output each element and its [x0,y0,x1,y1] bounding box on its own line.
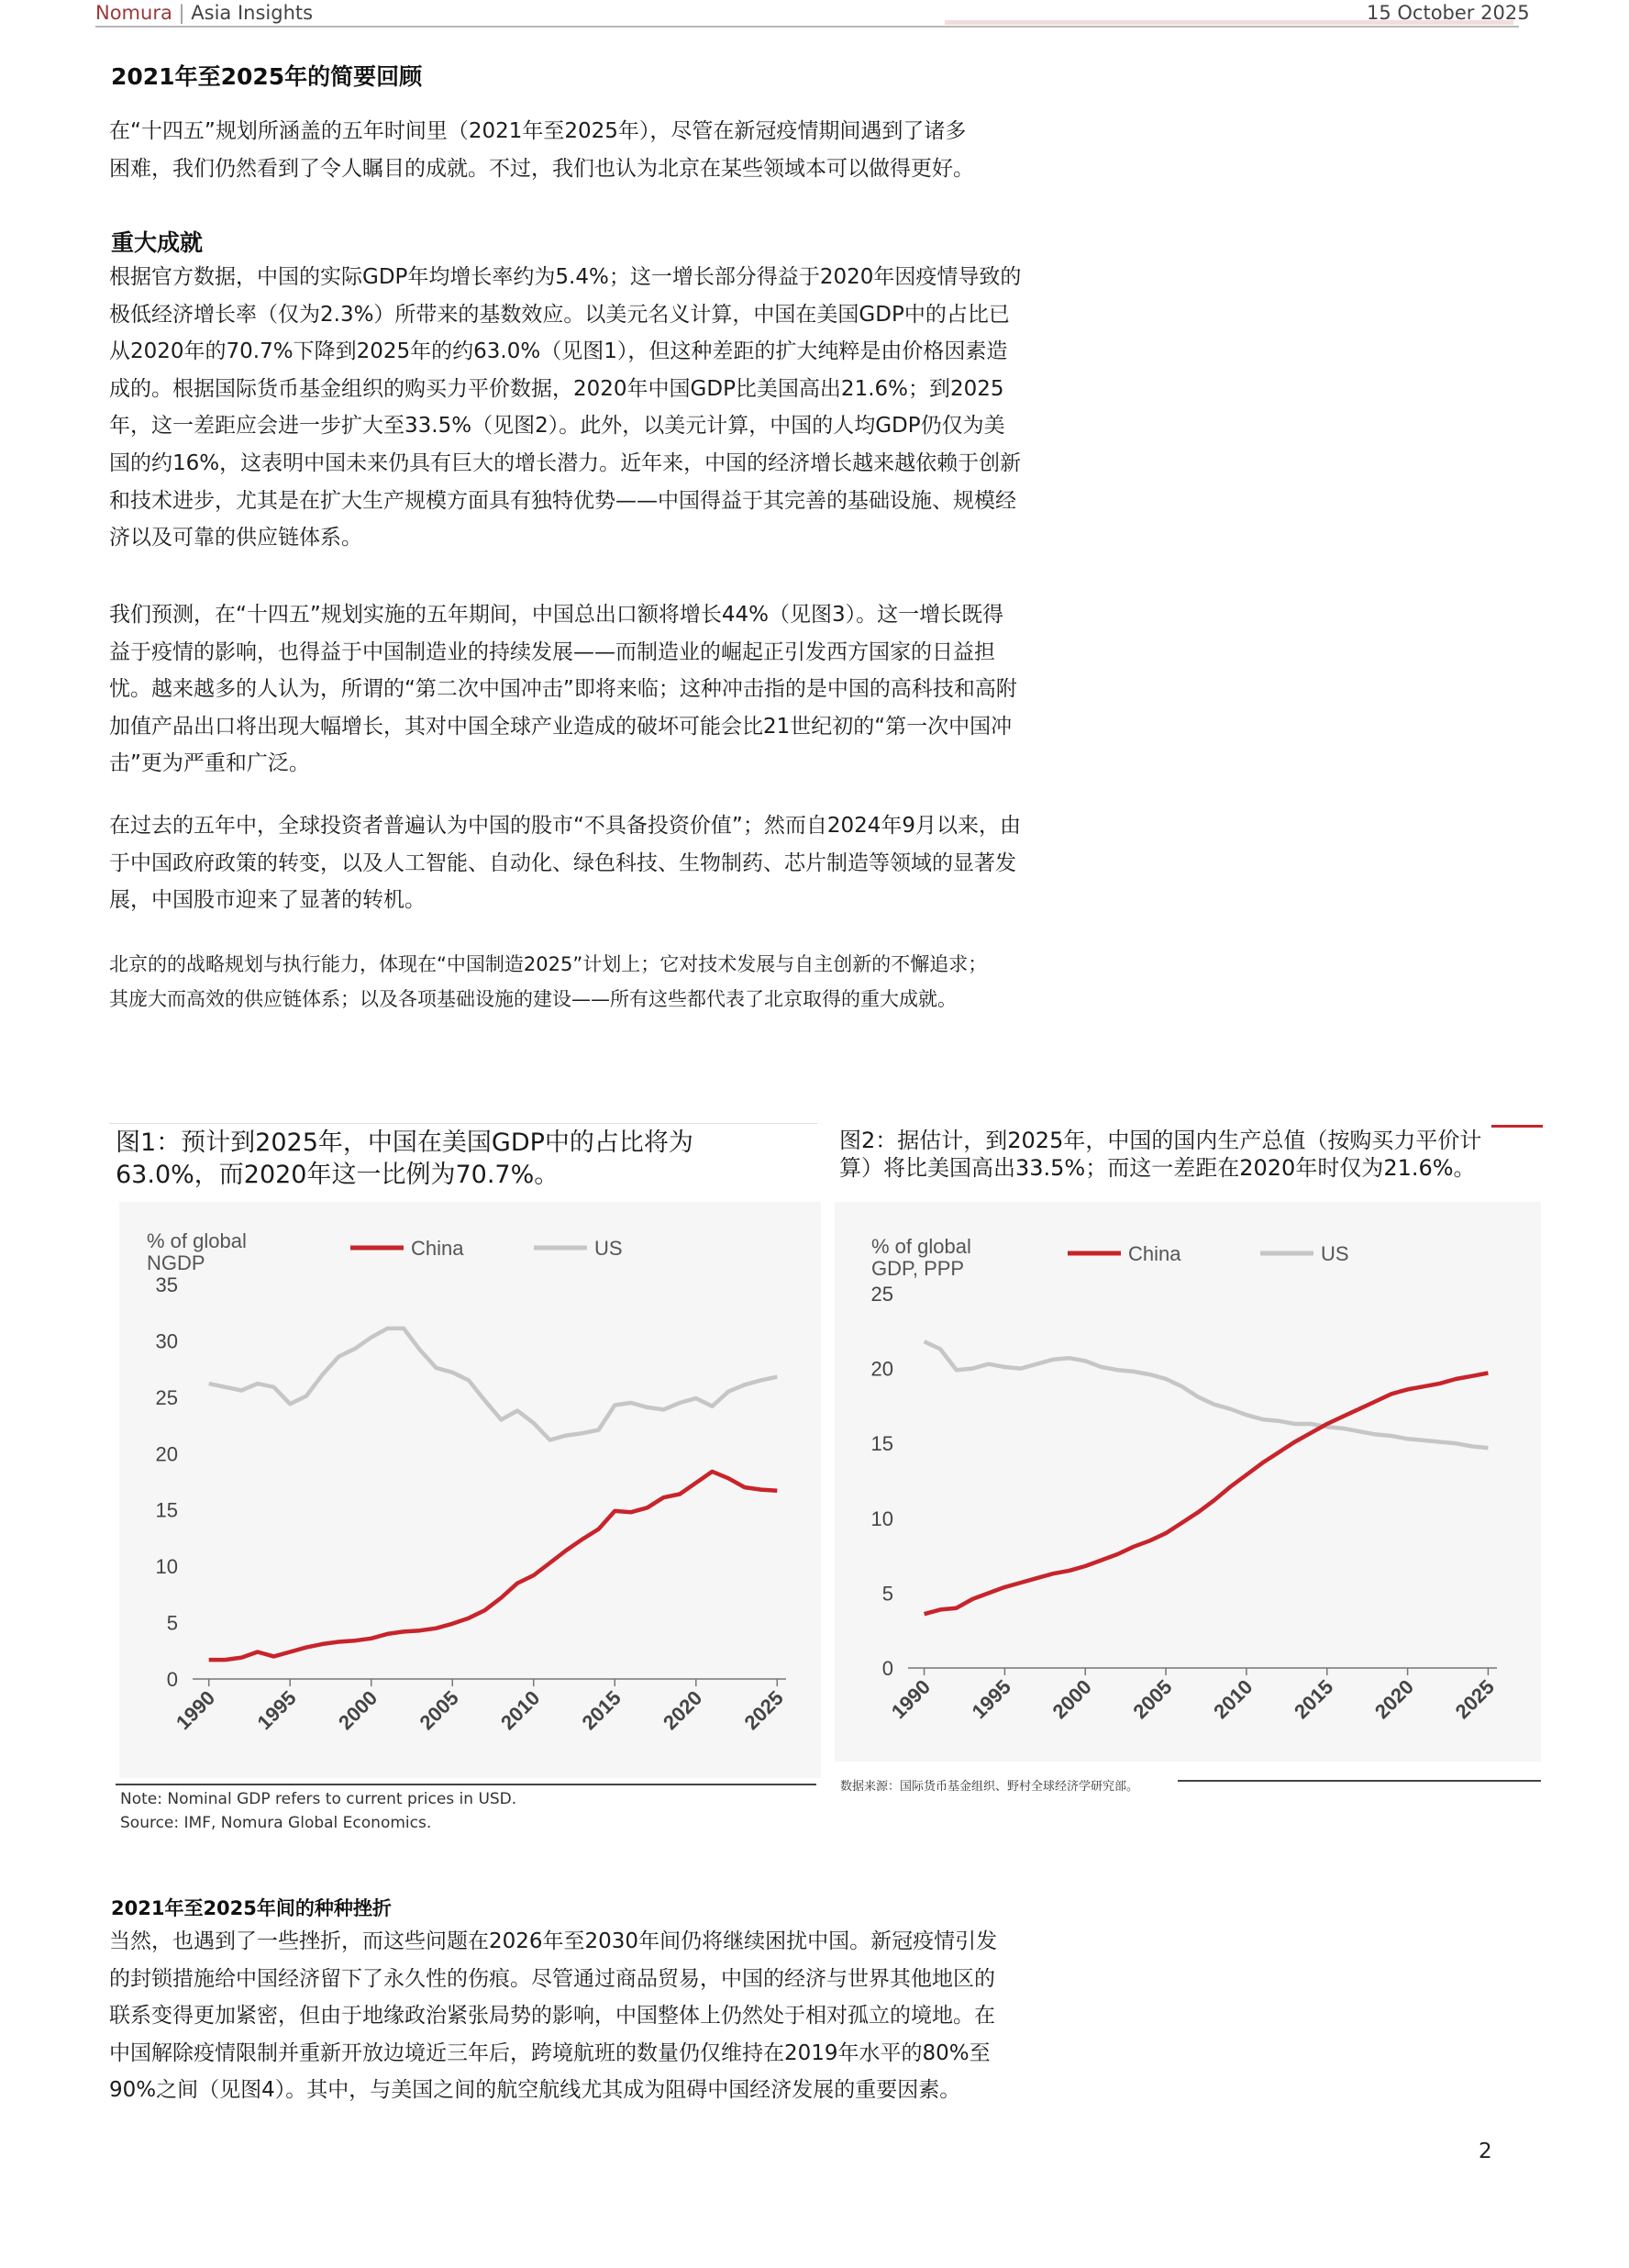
fig2-title [839,1127,1481,1182]
fig1-source: Source: IMF, Nomura Global Economics. [120,1814,432,1832]
paragraph-line: 联系变得更加紧密，但由于地缘政治紧张局势的影响，中国整体上仍然处于相对孤立的境地。在 [109,2004,995,2029]
y-axis-label: NGDP [147,1251,205,1274]
y-tick-label: 20 [155,1442,178,1466]
paragraph-line: 极低经济增长率（仅为2.3%）所带来的基数效应。以美元名义计算，中国在美国GDP中的占比已 [109,302,1010,327]
x-tick-label: 1995 [252,1685,301,1735]
brand-separator: | [178,2,185,24]
header-section: Asia Insights [191,2,314,24]
x-tick-label: 2005 [1128,1674,1177,1724]
header-rule [95,26,1519,28]
x-tick-label: 2020 [659,1685,707,1735]
paragraph-line: 年，这一差距应会进一步扩大至33.5%（见图2）。此外，以美元计算，中国的人均GDP仍仅为美 [109,414,1005,439]
x-tick-label: 2005 [415,1685,463,1735]
x-tick-label: 1990 [886,1674,936,1724]
fig1-title-line-1: 图1：预计到2025年，中国在美国GDP中的占比将为 [116,1128,693,1157]
y-tick-label: 15 [870,1432,893,1456]
achievements-paragraph-3 [109,807,1021,919]
paragraph-line: 中国解除疫情限制并重新开放边境近三年后，跨境航班的数量仍仅维持在2019年水平的80%至 [109,2040,991,2065]
paragraph-line: 忧。越来越多的人认为，所谓的“第二次中国冲击”即将来临；这种冲击指的是中国的高科技和高附 [109,677,1017,702]
fig1-note: Note: Nominal GDP refers to current prices in USD. [120,1790,517,1808]
y-tick-label: 20 [870,1357,893,1381]
y-tick-label: 35 [155,1273,178,1296]
fig2-title-line-1: 图2：据估计，到2025年，中国的国内生产总值（按购买力平价计 [839,1128,1482,1153]
paragraph-line: 和技术进步，尤其是在扩大生产规模方面具有独特优势——中国得益于其完善的基础设施、规模经 [109,488,1016,513]
page-number: 2 [1479,2140,1492,2163]
y-tick-label: 25 [870,1283,893,1306]
x-tick-label: 2025 [739,1685,788,1735]
y-axis-label: % of global [871,1235,971,1258]
achievements-paragraph-2 [109,596,1017,783]
paragraph-line: 加值产品出口将出现大幅增长，其对中国全球产业造成的破坏可能会比21世纪初的“第一次中国冲 [109,714,1013,739]
paragraph-line: 于中国政府政策的转变，以及人工智能、自动化、绿色科技、生物制药、芯片制造等领域的显著发 [109,850,1016,875]
paragraph-line: 其庞大而高效的供应链体系；以及各项基础设施的建设——所有这些都代表了北京取得的重大成就。 [109,988,957,1010]
fig2-source: 数据来源：国际货币基金组织、野村全球经济学研究部。 [840,1780,1139,1794]
chart-background [835,1202,1541,1762]
brand-name: Nomura [95,2,172,24]
x-tick-label: 2010 [495,1685,545,1735]
legend-label-us: US [1321,1242,1349,1265]
paragraph-line: 我们预测，在“十四五”规划实施的五年期间，中国总出口额将增长44%（见图3）。这一增长既得 [109,603,1004,627]
fig1-title [116,1127,693,1191]
fig1-title-line-2: 63.0%，而2020年这一比例为70.7%。 [116,1161,560,1189]
paragraph-line: 成的。根据国际货币基金组织的购买力平价数据，2020年中国GDP比美国高出21.6%；到2025 [109,376,1004,401]
paragraph-line: 90%之间（见图4）。其中，与美国之间的航空航线尤其成为阻碍中国经济发展的重要因素。 [109,2078,961,2103]
paragraph-line: 济以及可靠的供应链体系。 [109,526,362,550]
paragraph-line: 北京的的战略规划与执行能力，体现在“中国制造2025”计划上；它对技术发展与自主创新的不懈追求； [109,953,988,975]
y-tick-label: 15 [155,1498,178,1522]
paragraph-line: 击”更为严重和广泛。 [109,751,310,776]
achievements-paragraph-4 [109,947,987,1017]
review-line-2: 困难，我们仍然看到了令人瞩目的成就。不过，我们也认为北京在某些领域本可以做得更好。 [109,157,974,181]
fig1-top-rule [109,1123,817,1124]
review-line-1: 在“十四五”规划所涵盖的五年时间里（2021年至2025年），尽管在新冠疫情期间遇到了诸多 [109,119,967,143]
y-axis-label: % of global [147,1229,247,1252]
setbacks-paragraph [109,1923,997,2109]
x-tick-label: 1990 [171,1685,220,1735]
y-axis-label: GDP, PPP [871,1257,965,1280]
y-tick-label: 25 [155,1385,178,1409]
y-tick-label: 10 [870,1506,893,1530]
y-tick-label: 0 [166,1668,178,1691]
section-title-achievements: 重大成就 [111,229,204,256]
x-tick-label: 2015 [577,1685,626,1735]
fig2-accent [1491,1125,1543,1128]
x-tick-label: 2020 [1369,1674,1419,1724]
fig1-chart [119,1202,821,1789]
y-tick-label: 5 [881,1582,893,1606]
header-brand [95,2,313,24]
y-tick-label: 30 [155,1329,178,1353]
chart-background [119,1202,821,1778]
legend-label-china: China [1128,1242,1181,1265]
x-tick-label: 2025 [1450,1674,1499,1724]
y-tick-label: 5 [166,1611,178,1635]
fig2-chart [835,1202,1541,1771]
fig2-title-line-2: 算）将比美国高出33.5%；而这一差距在2020年时仅为21.6%。 [839,1155,1476,1181]
x-tick-label: 2015 [1289,1674,1338,1724]
section-title-setbacks: 2021年至2025年间的种种挫折 [111,1897,392,1919]
paragraph-line: 国的约16%，这表明中国未来仍具有巨大的增长潜力。近年来，中国的经济增长越来越依赖于创新 [109,450,1022,475]
achievements-paragraph-1 [109,259,1021,557]
paragraph-line: 展，中国股市迎来了显著的转机。 [109,888,426,913]
header-date: 15 October 2025 [1367,2,1530,24]
x-tick-label: 1995 [967,1674,1015,1724]
y-tick-label: 10 [155,1555,178,1579]
y-tick-label: 0 [881,1657,893,1680]
x-tick-label: 2000 [333,1685,382,1735]
fig1-bottom-rule [116,1784,816,1785]
paragraph-line: 根据官方数据，中国的实际GDP年均增长率约为5.4%；这一增长部分得益于2020年因疫情导致的 [109,265,1022,289]
legend-label-china: China [411,1237,464,1260]
legend-label-us: US [594,1237,623,1260]
fig1-notes [120,1787,516,1835]
x-tick-label: 2000 [1047,1674,1096,1724]
paragraph-line: 的封锁措施给中国经济留下了永久性的伤痕。尽管通过商品贸易，中国的经济与世界其他地区的 [109,1966,995,1991]
paragraph-line: 在过去的五年中，全球投资者普遍认为中国的股市“不具备投资价值”；然而自2024年9月以来，由 [109,814,1021,838]
section-title-review: 2021年至2025年的简要回顾 [111,63,423,90]
x-tick-label: 2010 [1209,1674,1258,1724]
paragraph-line: 当然，也遇到了一些挫折，而这些问题在2026年至2030年间仍将继续困扰中国。新冠疫情引发 [109,1929,998,1953]
fig2-bottom-rule [1178,1780,1541,1782]
paragraph-line: 益于疫情的影响，也得益于中国制造业的持续发展——而制造业的崛起正引发西方国家的日益担 [109,639,995,664]
paragraph-line: 从2020年的70.7%下降到2025年的约63.0%（见图1），但这种差距的扩大纯粹是由价格因素造 [109,339,1008,364]
